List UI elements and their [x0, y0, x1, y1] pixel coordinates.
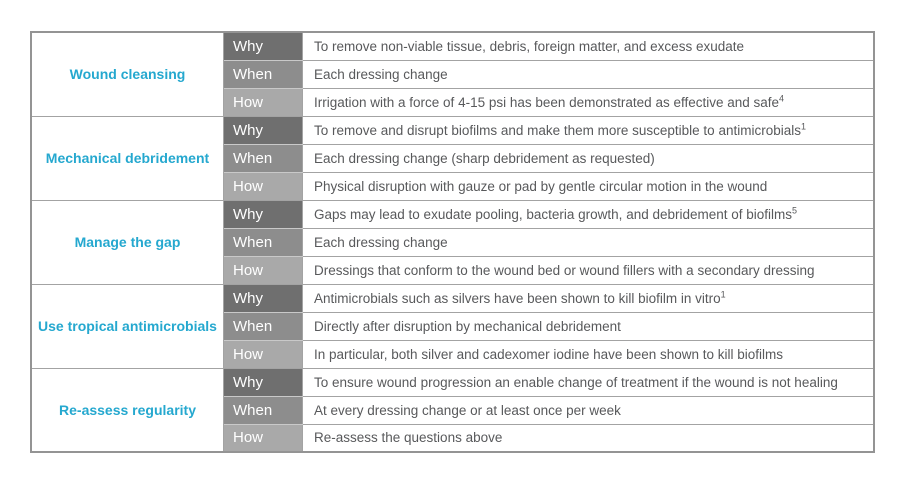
table-row	[31, 116, 874, 144]
row-text-value: To remove non-viable tissue, debris, foreign matter, and excess exudate	[314, 38, 744, 54]
row-text-value: Each dressing change	[314, 66, 448, 82]
row-label-when: When	[224, 396, 303, 424]
row-text	[303, 116, 875, 144]
row-text	[303, 60, 875, 88]
wound-care-table	[30, 31, 875, 453]
row-text-value: Each dressing change	[314, 234, 448, 250]
reference-superscript: 4	[779, 93, 785, 103]
row-label-when: When	[224, 228, 303, 256]
category-cell-manage-the-gap: Manage the gap	[31, 200, 224, 284]
category-cell-re-assess-regularity: Re-assess regularity	[31, 368, 224, 452]
row-text	[303, 340, 875, 368]
row-text	[303, 256, 875, 284]
row-text-value: Physical disruption with gauze or pad by gentle circular motion in the wound	[314, 178, 768, 194]
row-text	[303, 88, 875, 116]
table-row	[31, 368, 874, 396]
row-text-value: Each dressing change (sharp debridement as requested)	[314, 150, 655, 166]
row-label-how: How	[224, 256, 303, 284]
row-text-value: Directly after disruption by mechanical debridement	[314, 318, 621, 334]
row-text	[303, 228, 875, 256]
row-text-value: Re-assess the questions above	[314, 430, 503, 446]
row-text-value: Dressings that conform to the wound bed or wound fillers with a secondary dressing	[314, 262, 815, 278]
row-text-value: To ensure wound progression an enable change of treatment if the wound is not healing	[314, 374, 838, 390]
row-text	[303, 312, 875, 340]
table-row	[31, 200, 874, 228]
table-row	[31, 284, 874, 312]
row-label-why: Why	[224, 32, 303, 60]
reference-superscript: 1	[800, 121, 806, 131]
row-label-when: When	[224, 312, 303, 340]
row-label-when: When	[224, 60, 303, 88]
table-row	[31, 32, 874, 60]
row-text	[303, 396, 875, 424]
row-label-when: When	[224, 144, 303, 172]
row-label-how: How	[224, 340, 303, 368]
row-text	[303, 424, 875, 452]
row-label-how: How	[224, 88, 303, 116]
row-text	[303, 368, 875, 396]
reference-superscript: 5	[792, 205, 798, 215]
row-label-why: Why	[224, 368, 303, 396]
row-text-value: Antimicrobials such as silvers have been shown to kill biofilm in vitro	[314, 290, 721, 306]
row-text-value: To remove and disrupt biofilms and make them more susceptible to antimicrobials	[314, 122, 801, 138]
row-text	[303, 172, 875, 200]
row-text-value: Gaps may lead to exudate pooling, bacteria growth, and debridement of biofilms	[314, 206, 793, 222]
row-text-value: At every dressing change or at least once per week	[314, 402, 621, 418]
category-cell-mechanical-debridement: Mechanical debridement	[31, 116, 224, 200]
row-label-how: How	[224, 424, 303, 452]
category-cell-wound-cleansing: Wound cleansing	[31, 32, 224, 116]
row-label-how: How	[224, 172, 303, 200]
row-text	[303, 144, 875, 172]
row-text-value: In particular, both silver and cadexomer iodine have been shown to kill biofilms	[314, 346, 784, 362]
row-label-why: Why	[224, 200, 303, 228]
category-cell-use-tropical-antimicrobials: Use tropical antimicrobials	[31, 284, 224, 368]
row-label-why: Why	[224, 116, 303, 144]
row-text-value: Irrigation with a force of 4-15 psi has been demonstrated as effective and safe	[314, 94, 780, 110]
row-text	[303, 32, 875, 60]
row-text	[303, 200, 875, 228]
row-text	[303, 284, 875, 312]
reference-superscript: 1	[720, 289, 726, 299]
row-label-why: Why	[224, 284, 303, 312]
